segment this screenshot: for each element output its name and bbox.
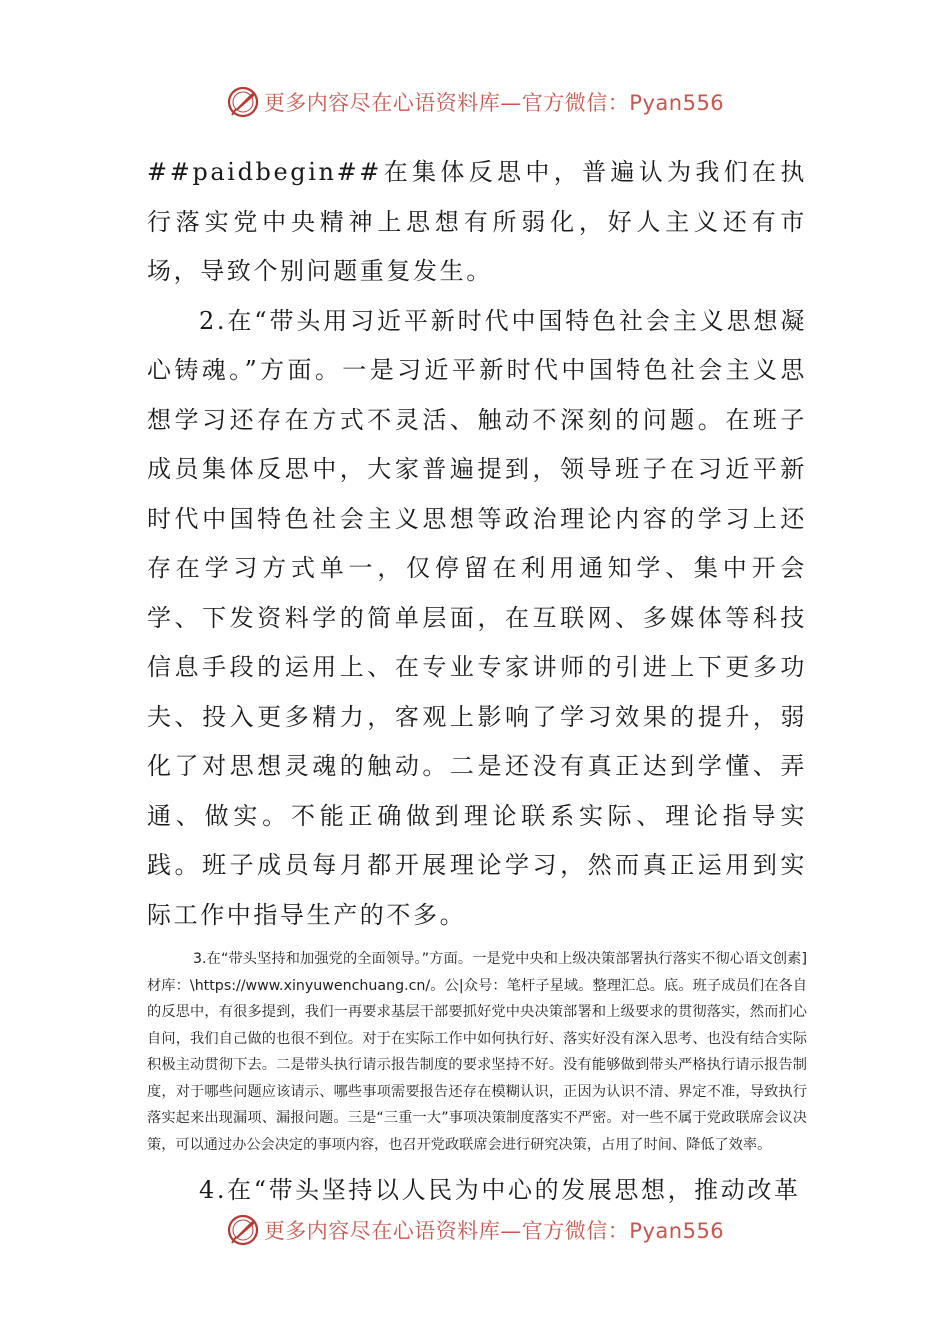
paragraph-3: 3.在“带头坚持和加强党的全面领导。”方面。一是党中央和上级决策部署执行落实不彻心语文创素]材库：\https://www.xinyuwenchuang.cn/。公|众号：笔杆子星域。整理汇总。底。班子成员们在各自的反思中，有很多提到，我们一再要求基层干部要抓好党中央决策部署和上级要求的贯彻落实，然而扪心自问，我们自己做的也很不到位。对于在实际工作中如何执行好、落实好没有深入思考、也没有结合实际积极主动贯彻下去。二是带头执行请示报告制度的要求坚持不好。没有能够做到带头严格执行请示报告制度，对于哪些问题应该请示、哪些事项需要报告还存在模糊认识，正因为认识不清、界定不准，导致执行落实起来出现漏项、漏报问题。三是“三重一大”事项决策制度落实不严密。对一些不属于党政联席会议决策，可以通过办公会决定的事项内容，也召开党政联席会进行研究决策，占用了时间、降低了效率。 bbox=[147, 951, 807, 1153]
quill-seal-icon bbox=[226, 85, 260, 119]
paragraph-4: 4.在“带头坚持以人民为中心的发展思想，推动改革 bbox=[199, 1176, 801, 1204]
document-body bbox=[147, 148, 807, 1216]
footer-banner-text: 更多内容尽在心语资料库—官方微信：Pyan556 bbox=[263, 1219, 725, 1243]
page-header-banner bbox=[0, 80, 950, 124]
paragraph-1: ##paidbegin##在集体反思中，普遍认为我们在执行落实党中央精神上思想有所弱化，好人主义还有市场，导致个别问题重复发生。 bbox=[147, 158, 807, 285]
paragraph-2: 2.在“带头用习近平新时代中国特色社会主义思想凝心铸魂。”方面。一是习近平新时代中国特色社会主义思想学习还存在方式不灵活、触动不深刻的问题。在班子成员集体反思中，大家普遍提到，领导班子在习近平新时代中国特色社会主义思想等政治理论内容的学习上还存在学习方式单一，仅停留在利用通知学、集中开会学、下发资料学的简单层面，在互联网、多媒体等科技信息手段的运用上、在专业专家讲师的引进上下更多功夫、投入更多精力，客观上影响了学习效果的提升，弱化了对思想灵魂的触动。二是还没有真正达到学懂、弄通、做实。不能正确做到理论联系实际、理论指导实践。班子成员每月都开展理论学习，然而真正运用到实际工作中指导生产的不多。 bbox=[147, 306, 807, 929]
page-footer-banner bbox=[0, 1208, 950, 1252]
header-banner-text: 更多内容尽在心语资料库—官方微信：Pyan556 bbox=[263, 91, 725, 115]
quill-seal-icon bbox=[226, 1213, 260, 1247]
